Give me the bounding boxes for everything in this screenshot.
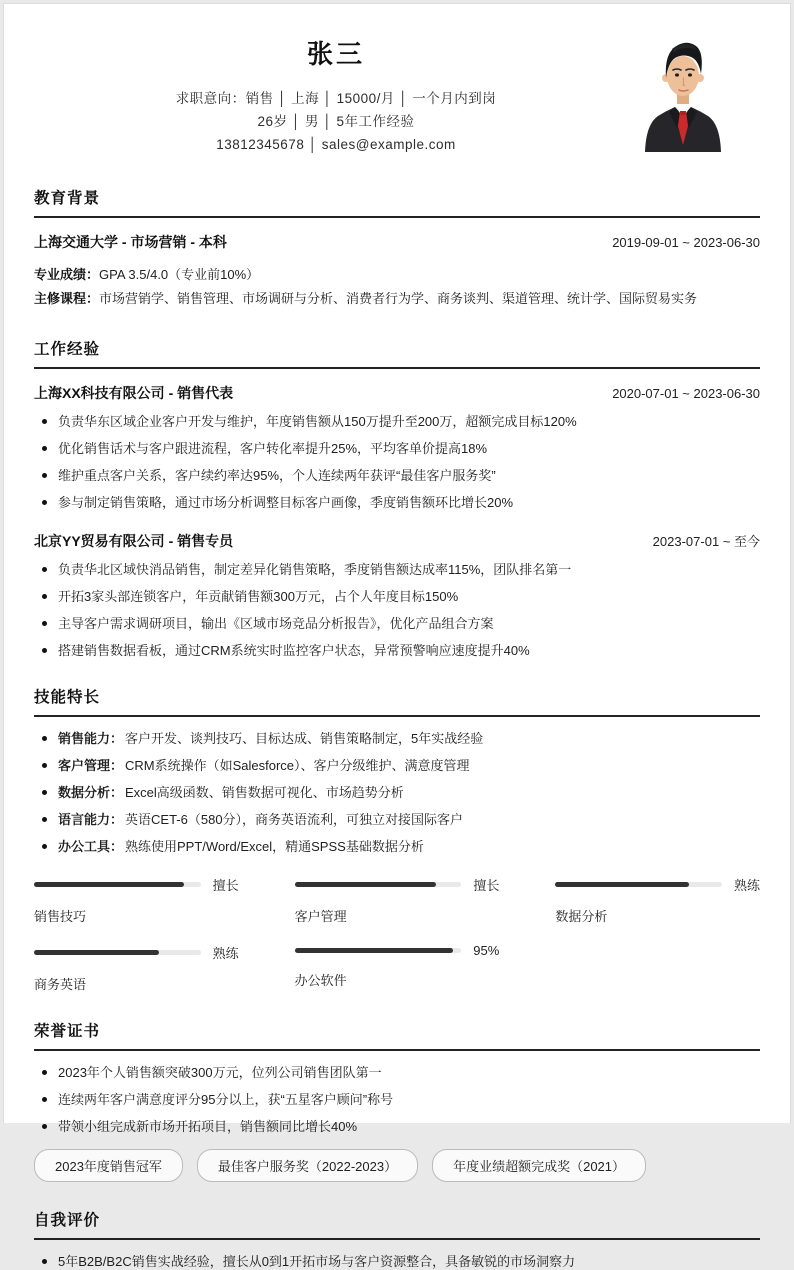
- skills-heading: 技能特长: [34, 685, 760, 717]
- skill-item: 办公工具： 熟练使用PPT/Word/Excel，精通SPSS基础数据分析: [34, 839, 760, 855]
- section-self-eval: [34, 1208, 760, 1270]
- personal-info-line: 26岁 │ 男 │ 5年工作经验: [257, 114, 415, 129]
- gpa-value: GPA 3.5/4.0（专业前10%）: [99, 267, 260, 282]
- skill-bars-grid: [34, 875, 760, 993]
- job-bullet: 负责华北区域快消品销售，制定差异化销售策略，季度销售额达成率115%，团队排名第一: [34, 562, 760, 578]
- skill-item: 数据分析： Excel高级函数、销售数据可视化、市场趋势分析: [34, 785, 760, 801]
- self-eval-heading: 自我评价: [34, 1208, 760, 1240]
- bullet-icon: [42, 817, 47, 822]
- bullet-icon: [42, 736, 47, 741]
- bullet-icon: [42, 1259, 47, 1264]
- bullet-icon: [42, 790, 47, 795]
- bullet-icon: [42, 1070, 47, 1075]
- bar-track: [295, 882, 462, 887]
- job-bullet: 维护重点客户关系，客户续约率达95%，个人连续两年获评“最佳客户服务奖”: [34, 468, 760, 484]
- gpa-label: 专业成绩：: [34, 267, 100, 282]
- bullet-icon: [42, 621, 47, 626]
- education-heading: 教育背景: [34, 186, 760, 218]
- job-title: 上海XX科技有限公司 - 销售代表: [34, 385, 234, 401]
- job-bullet: 负责华东区域企业客户开发与维护，年度销售额从150万提升至200万，超额完成目标120%: [34, 414, 760, 430]
- skill-item: 销售能力： 客户开发、谈判技巧、目标达成、销售策略制定，5年实战经验: [34, 731, 760, 747]
- job-bullet: 主导客户需求调研项目，输出《区域市场竞品分析报告》，优化产品组合方案: [34, 616, 760, 632]
- job-entry: [34, 531, 760, 659]
- bar-skill-name: 办公软件: [294, 973, 347, 988]
- bullet-icon: [42, 763, 47, 768]
- bullet-icon: [42, 473, 47, 478]
- bar-level-label: 擅长: [212, 878, 239, 893]
- bar-track: [555, 882, 722, 887]
- bar-skill-name: 销售技巧: [34, 909, 87, 924]
- resume-page: [3, 3, 791, 1269]
- bar-track: [34, 950, 201, 955]
- bullet-icon: [42, 446, 47, 451]
- skill-item: 语言能力： 英语CET-6（580分），商务英语流利，可独立对接国际客户: [34, 812, 760, 828]
- skill-bar-data: [555, 875, 760, 925]
- bullet-icon: [42, 567, 47, 572]
- job-date: 2023-07-01 ~ 至今: [652, 534, 760, 549]
- header-text-block: [34, 28, 638, 156]
- section-skills: [34, 685, 760, 993]
- bar-fill: [295, 882, 437, 887]
- courses-label: 主修课程：: [34, 291, 100, 306]
- job-date: 2020-07-01 ~ 2023-06-30: [612, 386, 760, 401]
- honor-badge: 2023年度销售冠军: [34, 1149, 183, 1182]
- job-bullet: 开拓3家头部连锁客户，年贡献销售额300万元，占个人年度目标150%: [34, 589, 760, 605]
- bar-skill-name: 客户管理: [294, 909, 347, 924]
- education-date: 2019-09-01 ~ 2023-06-30: [612, 235, 760, 250]
- education-entry: [34, 232, 760, 252]
- bar-fill: [34, 950, 159, 955]
- skill-bar-crm: [295, 875, 500, 925]
- bullet-icon: [42, 648, 47, 653]
- honor-bullet: 连续两年客户满意度评分95分以上，获“五星客户顾问”称号: [34, 1092, 760, 1108]
- honors-heading: 荣誉证书: [34, 1019, 760, 1051]
- candidate-name: 张三: [306, 39, 365, 69]
- bar-level-label: 熟练: [733, 878, 760, 893]
- bar-skill-name: 数据分析: [555, 909, 608, 924]
- profile-photo-illustration: [638, 28, 726, 152]
- honor-badge: 年度业绩超额完成奖（2021）: [432, 1149, 646, 1182]
- job-intent-line: 求职意向：销售 │ 上海 │ 15000/月 │ 一个月内到岗: [175, 91, 497, 106]
- job-bullet: 搭建销售数据看板，通过CRM系统实时监控客户状态，异常预警响应速度提升40%: [34, 643, 760, 659]
- skill-bar-office: [295, 943, 500, 993]
- bullet-icon: [42, 1097, 47, 1102]
- bullet-icon: [42, 594, 47, 599]
- job-bullet: 参与制定销售策略，通过市场分析调整目标客户画像，季度销售额环比增长20%: [34, 495, 760, 511]
- skill-bar-sales: [34, 875, 239, 925]
- honor-bullet: 2023年个人销售额突破300万元，位列公司销售团队第一: [34, 1065, 760, 1081]
- bar-fill: [295, 948, 453, 953]
- section-honors: [34, 1019, 760, 1182]
- skill-bar-english: [34, 943, 239, 993]
- section-work: [34, 337, 760, 659]
- gpa-row: [34, 263, 760, 287]
- bar-level-label: 95%: [473, 943, 500, 958]
- bar-track: [295, 948, 462, 953]
- honor-bullet: 带领小组完成新市场开拓项目，销售额同比增长40%: [34, 1119, 760, 1135]
- bar-fill: [34, 882, 184, 887]
- honor-badges: [34, 1149, 760, 1182]
- honor-badge: 最佳客户服务奖（2022-2023）: [197, 1149, 418, 1182]
- bar-level-label: 擅长: [473, 878, 500, 893]
- resume-header: [34, 28, 760, 156]
- job-title: 北京YY贸易有限公司 - 销售专员: [34, 533, 234, 549]
- bar-track: [34, 882, 201, 887]
- contact-line: 13812345678 │ sales@example.com: [216, 137, 456, 152]
- work-heading: 工作经验: [34, 337, 760, 369]
- bar-skill-name: 商务英语: [34, 977, 87, 992]
- courses-value: 市场营销学、销售管理、市场调研与分析、消费者行为学、商务谈判、渠道管理、统计学、国际贸易实务: [99, 291, 698, 306]
- school-name: 上海交通大学 - 市场营销 - 本科: [34, 234, 227, 250]
- job-entry: [34, 383, 760, 511]
- bar-level-label: 熟练: [212, 946, 239, 961]
- skill-item: 客户管理： CRM系统操作（如Salesforce）、客户分级维护、满意度管理: [34, 758, 760, 774]
- self-eval-bullet: 5年B2B/B2C销售实战经验，擅长从0到1开拓市场与客户资源整合，具备敏锐的市场洞察力: [34, 1254, 760, 1270]
- bullet-icon: [42, 1124, 47, 1129]
- profile-photo: [638, 28, 726, 152]
- courses-row: [34, 287, 760, 311]
- bullet-icon: [42, 419, 47, 424]
- job-bullet: 优化销售话术与客户跟进流程，客户转化率提升25%，平均客单价提高18%: [34, 441, 760, 457]
- bullet-icon: [42, 844, 47, 849]
- bullet-icon: [42, 500, 47, 505]
- bar-fill: [555, 882, 688, 887]
- section-education: [34, 186, 760, 311]
